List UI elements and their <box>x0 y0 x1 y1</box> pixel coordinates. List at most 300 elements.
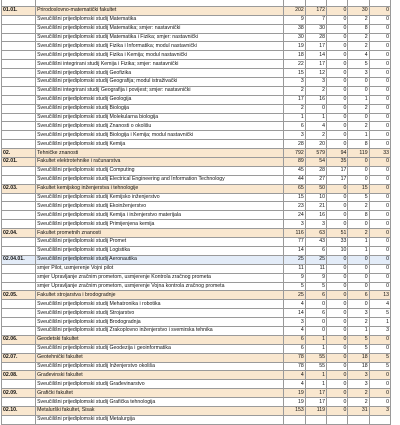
row-name: Sveučilišni prijediplomski studij Promet <box>36 238 284 247</box>
row-value-5: 13 <box>369 291 390 300</box>
row-name: Sveučilišni prijediplomski studij Mehatronika i robotika <box>36 300 284 309</box>
row-value-4: 31 <box>348 406 369 415</box>
row-value-5: 0 <box>369 175 390 184</box>
row-name: smjer Upravljanje zračnim prometom, usmjerenje Vojna kontrola zračnog prometa <box>36 282 284 291</box>
row-code <box>2 113 36 122</box>
row-value-2: 11 <box>305 264 326 273</box>
row-value-3: 0 <box>327 140 348 149</box>
table-row <box>2 255 391 264</box>
table-row <box>2 158 391 167</box>
row-value-1: 24 <box>284 211 305 220</box>
row-value-3: 0 <box>327 24 348 33</box>
row-name: Geodetski fakultet <box>36 335 284 344</box>
row-value-3: 0 <box>327 362 348 371</box>
row-value-5: 3 <box>369 326 390 335</box>
row-value-1: 22 <box>284 60 305 69</box>
row-value-3: 0 <box>327 291 348 300</box>
row-value-3: 0 <box>327 389 348 398</box>
row-value-1: 15 <box>284 69 305 78</box>
row-value-5: 0 <box>369 255 390 264</box>
row-value-1: 78 <box>284 362 305 371</box>
row-value-2: 25 <box>305 255 326 264</box>
row-value-3: 0 <box>327 33 348 42</box>
row-value-1: 116 <box>284 229 305 238</box>
row-name: Sveučilišni prijediplomski studij Fizika i Informatika; modul nastavnički <box>36 42 284 51</box>
row-value-4: 1 <box>348 131 369 140</box>
row-name: Sveučilišni prijediplomski studij Metalurgija <box>36 415 284 424</box>
row-value-2: 5 <box>305 282 326 291</box>
row-value-2: 6 <box>305 309 326 318</box>
row-value-1: 6 <box>284 344 305 353</box>
row-value-4: 119 <box>348 149 369 158</box>
row-value-1: 19 <box>284 398 305 407</box>
table-row <box>2 6 391 15</box>
row-name: Sveučilišni prijediplomski studij Geodezija i geoinformatika <box>36 344 284 353</box>
row-value-2: 579 <box>305 149 326 158</box>
row-value-5: 0 <box>369 380 390 389</box>
row-code <box>2 344 36 353</box>
row-value-3 <box>327 415 348 424</box>
row-value-3: 0 <box>327 335 348 344</box>
row-value-2: 12 <box>305 69 326 78</box>
row-value-3: 0 <box>327 371 348 380</box>
row-value-2: 17 <box>305 389 326 398</box>
row-value-4: 2 <box>348 398 369 407</box>
table-row <box>2 291 391 300</box>
row-name: Sveučilišni prijediplomski studij Matematika <box>36 15 284 24</box>
row-code <box>2 193 36 202</box>
row-value-5: 3 <box>369 406 390 415</box>
table-row <box>2 229 391 238</box>
row-value-4: 3 <box>348 69 369 78</box>
row-name: smjer Upravljanje zračnim prometom, usmjerenje Kontrola zračnog prometa <box>36 273 284 282</box>
row-value-4: 1 <box>348 326 369 335</box>
row-value-5: 0 <box>369 104 390 113</box>
row-value-3: 0 <box>327 113 348 122</box>
row-value-4: 6 <box>348 291 369 300</box>
row-value-4: 1 <box>348 246 369 255</box>
row-value-2: 20 <box>305 140 326 149</box>
table-row <box>2 362 391 371</box>
row-value-3: 0 <box>327 95 348 104</box>
row-code <box>2 300 36 309</box>
row-value-2: 1 <box>305 335 326 344</box>
row-value-3: 0 <box>327 104 348 113</box>
row-code: 02.05. <box>2 291 36 300</box>
row-value-4: 5 <box>348 344 369 353</box>
row-value-3: 17 <box>327 175 348 184</box>
row-code <box>2 51 36 60</box>
row-value-3: 0 <box>327 398 348 407</box>
row-value-1: 78 <box>284 353 305 362</box>
row-value-1: 6 <box>284 335 305 344</box>
row-value-1: 4 <box>284 371 305 380</box>
row-value-5: 0 <box>369 211 390 220</box>
row-value-3: 0 <box>327 51 348 60</box>
row-value-5 <box>369 415 390 424</box>
row-value-4: 15 <box>348 184 369 193</box>
row-value-4: 8 <box>348 24 369 33</box>
row-name: Sveučilišni prijediplomski studij Ekoinženjerstvo <box>36 202 284 211</box>
row-name: Grafički fakultet <box>36 389 284 398</box>
row-value-1: 2 <box>284 86 305 95</box>
row-value-1: 89 <box>284 158 305 167</box>
row-name: Sveučilišni prijediplomski studij Geofizika <box>36 69 284 78</box>
row-value-3: 35 <box>327 158 348 167</box>
row-value-5: 0 <box>369 246 390 255</box>
row-value-2 <box>305 415 326 424</box>
row-name: Metalurški fakultet, Sisak <box>36 406 284 415</box>
table-row <box>2 398 391 407</box>
row-value-5: 33 <box>369 149 390 158</box>
row-value-2: 54 <box>305 158 326 167</box>
row-value-2: 16 <box>305 211 326 220</box>
row-value-4: 0 <box>348 78 369 87</box>
row-value-5: 5 <box>369 353 390 362</box>
row-value-3: 33 <box>327 238 348 247</box>
row-code: 02.10. <box>2 406 36 415</box>
row-value-5: 0 <box>369 220 390 229</box>
row-value-5: 0 <box>369 335 390 344</box>
row-name: Sveučilišni prijediplomski studij Primijenjena kemija <box>36 220 284 229</box>
row-code: 02. <box>2 149 36 158</box>
row-value-4: 0 <box>348 220 369 229</box>
row-value-5: 1 <box>369 318 390 327</box>
row-value-4: 1 <box>348 95 369 104</box>
row-name: Sveučilišni prijediplomski studij Geologija <box>36 95 284 104</box>
row-code: 02.04. <box>2 229 36 238</box>
row-name: Sveučilišni prijediplomski studij Kemijsko inženjerstvo <box>36 193 284 202</box>
row-code <box>2 33 36 42</box>
table-row <box>2 326 391 335</box>
row-value-5: 0 <box>369 15 390 24</box>
row-value-5: 0 <box>369 6 390 15</box>
row-value-3: 0 <box>327 202 348 211</box>
row-value-5: 0 <box>369 51 390 60</box>
row-value-1: 153 <box>284 406 305 415</box>
row-value-4: 0 <box>348 86 369 95</box>
table-row <box>2 175 391 184</box>
row-value-3: 0 <box>327 220 348 229</box>
row-value-5: 0 <box>369 158 390 167</box>
row-value-5: 0 <box>369 282 390 291</box>
table-row <box>2 309 391 318</box>
row-value-5: 0 <box>369 86 390 95</box>
row-code <box>2 95 36 104</box>
row-value-2: 4 <box>305 122 326 131</box>
row-value-5: 0 <box>369 202 390 211</box>
row-value-4: 2 <box>348 122 369 131</box>
row-name: smjer Pilot, usmjerenje Vojni pilot <box>36 264 284 273</box>
row-value-1: 5 <box>284 282 305 291</box>
row-value-1: 45 <box>284 166 305 175</box>
row-code <box>2 282 36 291</box>
row-name: Sveučilišni prijediplomski studij Molekularna biologija <box>36 113 284 122</box>
row-value-1: 3 <box>284 220 305 229</box>
row-value-2: 55 <box>305 353 326 362</box>
row-code <box>2 140 36 149</box>
row-code: 02.07. <box>2 353 36 362</box>
row-value-1: 4 <box>284 380 305 389</box>
row-value-3: 0 <box>327 193 348 202</box>
row-name: Sveučilišni prijediplomski studij Strojarstvo <box>36 309 284 318</box>
table-row <box>2 15 391 24</box>
row-value-2: 0 <box>305 104 326 113</box>
row-name: Sveučilišni prijediplomski studij Biologija i Kemija; modul nastavnički <box>36 131 284 140</box>
row-code <box>2 264 36 273</box>
table-row <box>2 318 391 327</box>
row-code <box>2 15 36 24</box>
row-value-1: 18 <box>284 51 305 60</box>
row-code <box>2 318 36 327</box>
row-value-5: 0 <box>369 238 390 247</box>
row-code: 02.06. <box>2 335 36 344</box>
table-row <box>2 113 391 122</box>
row-name: Fakultet elektrotehnike i računarstva <box>36 158 284 167</box>
row-value-4: 3 <box>348 309 369 318</box>
row-value-2: 28 <box>305 33 326 42</box>
row-name: Sveučilišni integrirani studij Geografija i povijest; smjer: nastavnički <box>36 86 284 95</box>
row-value-1: 44 <box>284 175 305 184</box>
row-name: Sveučilišni prijediplomski studij Biologija <box>36 104 284 113</box>
row-value-5: 0 <box>369 273 390 282</box>
table-row <box>2 389 391 398</box>
table-row <box>2 353 391 362</box>
row-name: Sveučilišni prijediplomski studij Grafička tehnologija <box>36 398 284 407</box>
row-code <box>2 246 36 255</box>
row-value-4: 5 <box>348 60 369 69</box>
row-code <box>2 69 36 78</box>
row-name: Fakultet prometnih znanosti <box>36 229 284 238</box>
row-value-2: 3 <box>305 220 326 229</box>
row-name: Sveučilišni prijediplomski studij Computing <box>36 166 284 175</box>
table-row <box>2 78 391 87</box>
row-value-4: 2 <box>348 15 369 24</box>
row-value-3: 0 <box>327 273 348 282</box>
row-value-3: 0 <box>327 86 348 95</box>
row-value-5: 0 <box>369 229 390 238</box>
row-value-5: 0 <box>369 184 390 193</box>
row-code <box>2 220 36 229</box>
row-value-1: 792 <box>284 149 305 158</box>
table-row <box>2 344 391 353</box>
row-value-3: 0 <box>327 309 348 318</box>
table-row <box>2 380 391 389</box>
row-value-5: 0 <box>369 371 390 380</box>
table-row <box>2 184 391 193</box>
row-value-5: 5 <box>369 362 390 371</box>
table-row <box>2 95 391 104</box>
row-value-1: 4 <box>284 326 305 335</box>
row-value-5: 0 <box>369 33 390 42</box>
row-value-3: 0 <box>327 6 348 15</box>
row-value-5: 0 <box>369 166 390 175</box>
row-name: Prirodoslovno-matematički fakultet <box>36 6 284 15</box>
row-name: Geotehnički fakultet <box>36 353 284 362</box>
row-value-1: 19 <box>284 389 305 398</box>
row-value-5: 0 <box>369 264 390 273</box>
row-value-2: 30 <box>305 24 326 33</box>
row-code <box>2 122 36 131</box>
row-value-4: 30 <box>348 6 369 15</box>
row-value-1: 25 <box>284 255 305 264</box>
row-value-4: 8 <box>348 211 369 220</box>
row-value-5: 0 <box>369 24 390 33</box>
table-row <box>2 104 391 113</box>
row-value-1: 9 <box>284 273 305 282</box>
row-value-2: 0 <box>305 300 326 309</box>
row-value-5: 4 <box>369 300 390 309</box>
row-value-5: 0 <box>369 140 390 149</box>
row-value-2: 1 <box>305 371 326 380</box>
row-name: Sveučilišni prijediplomski studij Geografija; modul istraživački <box>36 78 284 87</box>
table-row <box>2 42 391 51</box>
row-value-3: 17 <box>327 166 348 175</box>
row-code <box>2 86 36 95</box>
row-value-4: 2 <box>348 202 369 211</box>
row-value-1 <box>284 415 305 424</box>
row-value-4: 2 <box>348 389 369 398</box>
row-value-2: 17 <box>305 42 326 51</box>
row-value-2: 2 <box>305 86 326 95</box>
row-value-4: 8 <box>348 140 369 149</box>
row-value-2: 0 <box>305 318 326 327</box>
row-value-3: 0 <box>327 255 348 264</box>
row-value-1: 1 <box>284 113 305 122</box>
row-name: Sveučilišni prijediplomski studij Brodogradnja <box>36 318 284 327</box>
row-value-2: 7 <box>305 15 326 24</box>
row-value-4: 2 <box>348 318 369 327</box>
table-row <box>2 33 391 42</box>
row-name: Sveučilišni prijediplomski studij Electrical Engineering and Information Technology <box>36 175 284 184</box>
row-value-4: 0 <box>348 113 369 122</box>
row-name: Sveučilišni prijediplomski studij Matematika; smjer: nastavnički <box>36 24 284 33</box>
table-row <box>2 60 391 69</box>
row-value-4: 4 <box>348 51 369 60</box>
row-name: Sveučilišni prijediplomski studij Inženjerstvo okoliša <box>36 362 284 371</box>
row-code: 01.01. <box>2 6 36 15</box>
row-value-3: 0 <box>327 344 348 353</box>
row-code <box>2 24 36 33</box>
row-value-4: 3 <box>348 371 369 380</box>
row-value-2: 16 <box>305 95 326 104</box>
row-value-5: 0 <box>369 131 390 140</box>
row-value-1: 6 <box>284 122 305 131</box>
row-value-4: 0 <box>348 282 369 291</box>
table-row <box>2 211 391 220</box>
table-row <box>2 69 391 78</box>
row-name: Sveučilišni prijediplomski studij Znanosti o okolišu <box>36 122 284 131</box>
row-value-2: 9 <box>305 273 326 282</box>
row-value-1: 14 <box>284 309 305 318</box>
row-value-3: 0 <box>327 69 348 78</box>
row-value-5: 0 <box>369 69 390 78</box>
table-row <box>2 166 391 175</box>
row-name: Sveučilišni prijediplomski studij Matematika i Fizika; smjer: nastavnički <box>36 33 284 42</box>
table-row <box>2 300 391 309</box>
table-row <box>2 371 391 380</box>
table-row <box>2 220 391 229</box>
row-value-1: 28 <box>284 140 305 149</box>
row-value-2: 10 <box>305 193 326 202</box>
table-row <box>2 246 391 255</box>
table-row <box>2 406 391 415</box>
row-value-2: 1 <box>305 113 326 122</box>
row-value-3: 0 <box>327 406 348 415</box>
row-code <box>2 131 36 140</box>
table-row <box>2 149 391 158</box>
row-value-3: 0 <box>327 282 348 291</box>
row-value-3: 94 <box>327 149 348 158</box>
row-code <box>2 362 36 371</box>
row-name: Sveučilišni prijediplomski studij Fizika i Kemija; modul nastavnički <box>36 51 284 60</box>
row-value-3: 0 <box>327 326 348 335</box>
row-value-1: 23 <box>284 202 305 211</box>
row-value-4 <box>348 415 369 424</box>
row-value-5: 0 <box>369 122 390 131</box>
row-value-3: 0 <box>327 353 348 362</box>
row-value-4: 2 <box>348 104 369 113</box>
table-row <box>2 193 391 202</box>
row-value-4: 2 <box>348 33 369 42</box>
row-name: Sveučilišni prijediplomski studij Zrakoplovno inženjerstvo i svemirska tehnika <box>36 326 284 335</box>
row-value-3: 0 <box>327 318 348 327</box>
row-code <box>2 42 36 51</box>
row-value-2: 43 <box>305 238 326 247</box>
row-value-3: 0 <box>327 78 348 87</box>
table-row <box>2 202 391 211</box>
row-value-5: 0 <box>369 389 390 398</box>
row-code <box>2 104 36 113</box>
row-value-3: 0 <box>327 380 348 389</box>
row-value-2: 6 <box>305 246 326 255</box>
row-name: Tehničke znanosti <box>36 149 284 158</box>
row-code <box>2 398 36 407</box>
row-value-2: 1 <box>305 380 326 389</box>
row-value-2: 2 <box>305 131 326 140</box>
row-value-3: 10 <box>327 246 348 255</box>
table-row <box>2 238 391 247</box>
row-value-2: 17 <box>305 398 326 407</box>
row-code <box>2 166 36 175</box>
row-value-4: 2 <box>348 229 369 238</box>
row-name: Sveučilišni prijediplomski studij Kemija i inženjerstvo materijala <box>36 211 284 220</box>
enrollment-table <box>1 0 391 425</box>
row-value-4: 0 <box>348 158 369 167</box>
row-value-3: 51 <box>327 229 348 238</box>
table-row <box>2 131 391 140</box>
row-value-4: 18 <box>348 362 369 371</box>
table-row <box>2 282 391 291</box>
table-row <box>2 415 391 424</box>
row-code <box>2 380 36 389</box>
row-name: Sveučilišni prijediplomski studij Logistika <box>36 246 284 255</box>
row-value-2: 1 <box>305 344 326 353</box>
row-value-2: 119 <box>305 406 326 415</box>
table-row <box>2 86 391 95</box>
row-value-3: 0 <box>327 211 348 220</box>
row-value-2: 27 <box>305 175 326 184</box>
row-value-5: 0 <box>369 193 390 202</box>
row-code <box>2 78 36 87</box>
row-value-4: 0 <box>348 273 369 282</box>
row-value-2: 14 <box>305 51 326 60</box>
row-value-3: 0 <box>327 15 348 24</box>
row-value-1: 30 <box>284 33 305 42</box>
row-value-3: 0 <box>327 131 348 140</box>
row-value-4: 0 <box>348 300 369 309</box>
row-value-3: 0 <box>327 122 348 131</box>
